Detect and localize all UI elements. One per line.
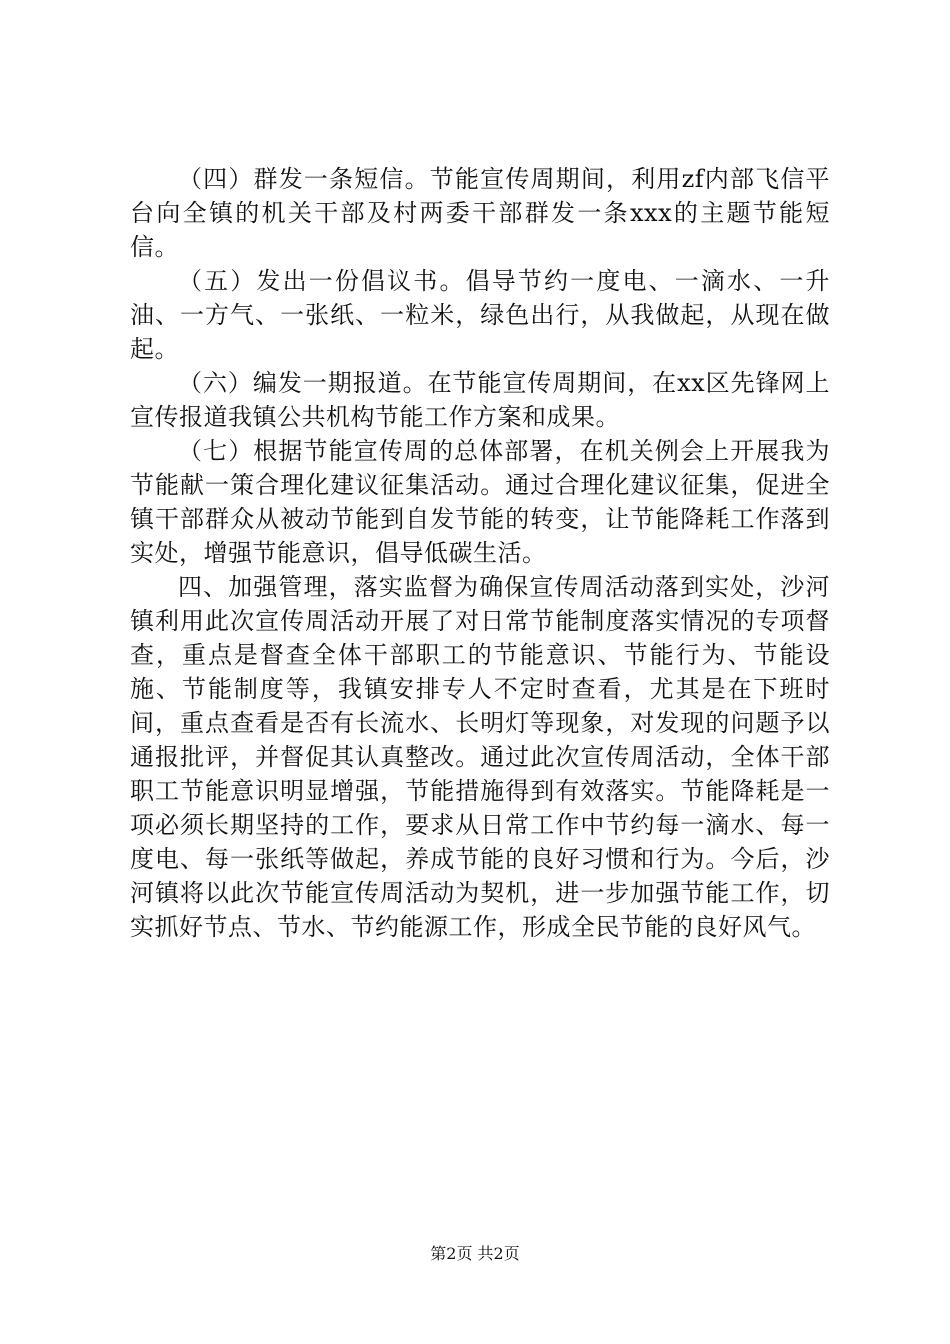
paragraph-7: （七）根据节能宣传周的总体部署，在机关例会上开展我为节能献一策合理化建议征集活动。通过合理化建议征集，促进全镇干部群众从被动节能到自发节能的转变，让节能降耗工作落到实处，增强节能意识，倡导低碳生活。	[130, 437, 830, 567]
paragraph-6: （六）编发一期报道。在节能宣传周期间，在xx区先锋网上宣传报道我镇公共机构节能工作方案和成果。	[130, 369, 830, 431]
paragraph-5: （五）发出一份倡议书。倡导节约一度电、一滴水、一升油、一方气、一张纸、一粒米，绿色出行，从我做起，从现在做起。	[130, 267, 830, 363]
paragraph-4: （四）群发一条短信。节能宣传周期间，利用zf内部飞信平台向全镇的机关干部及村两委干部群发一条xxx的主题节能短信。	[130, 165, 830, 261]
paragraph-section-4: 四、加强管理，落实监督为确保宣传周活动落到实处，沙河镇利用此次宣传周活动开展了对日常节能制度落实情况的专项督查，重点是督查全体干部职工的节能意识、节能行为、节能设施、节能制度等，我镇安排专人不定时查看，尤其是在下班时间，重点查看是否有长流水、长明灯等现象，对发现的问题予以通报批评，并督促其认真整改。通过此次宣传周活动，全体干部职工节能意识明显增强，节能措施得到有效落实。节能降耗是一项必须长期坚持的工作，要求从日常工作中节约每一滴水、每一度电、每一张纸等做起，养成节能的良好习惯和行为。今后，沙河镇将以此次节能宣传周活动为契机，进一步加强节能工作，切实抓好节点、节水、节约能源工作，形成全民节能的良好风气。	[130, 573, 830, 941]
document-body	[130, 162, 830, 944]
page-footer: 第2页 共2页	[430, 1244, 520, 1263]
